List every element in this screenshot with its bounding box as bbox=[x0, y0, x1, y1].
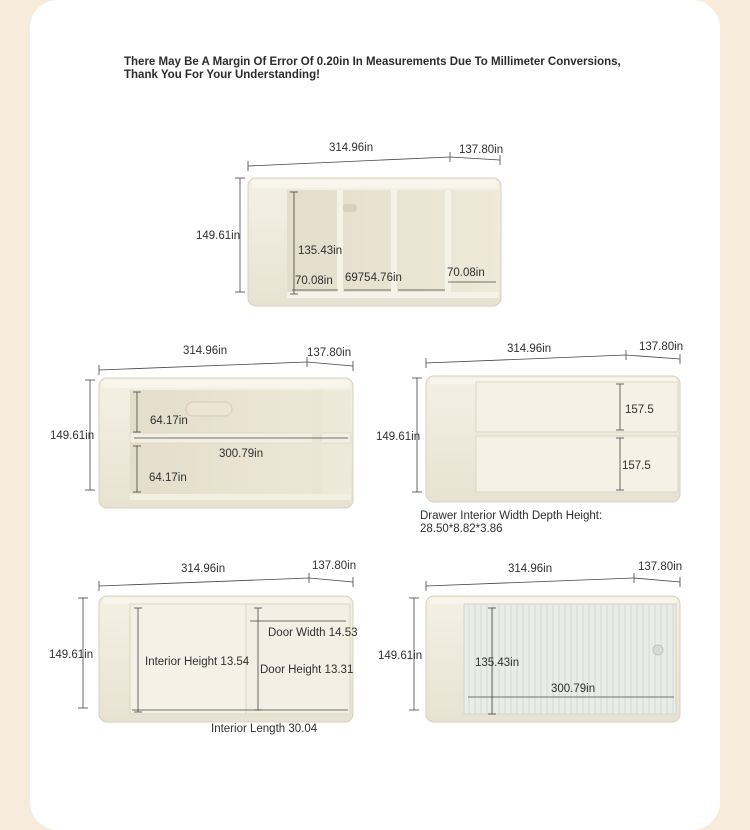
drawer-bottom-label: 157.5 bbox=[622, 460, 651, 472]
single-shelf-height-label: 149.61in bbox=[50, 430, 95, 442]
drawer-caption-line-2: 28.50*8.82*3.86 bbox=[420, 523, 503, 535]
note-line-1: There May Be A Margin Of Error Of 0.20in In Measurements Due To Millimeter Conversions, bbox=[124, 56, 621, 68]
open-shelf-bay-right-label: 70.08in bbox=[447, 267, 485, 279]
drawer-top-label: 157.5 bbox=[625, 404, 654, 416]
interior-height-label: Interior Height 13.54 bbox=[145, 656, 250, 668]
single-shelf-depth-label: 137.80in bbox=[307, 347, 352, 359]
glass-inner-length-label: 300.79in bbox=[551, 683, 596, 695]
single-shelf-length-label: 300.79in bbox=[219, 448, 264, 460]
single-shelf-lower-label: 64.17in bbox=[149, 472, 187, 484]
open-shelf-cabinet bbox=[248, 178, 501, 306]
note-line-2: Thank You For Your Understanding! bbox=[124, 69, 320, 81]
door-height-label: Door Height 13.31 bbox=[260, 664, 354, 676]
open-shelf-bay-left-label: 70.08in bbox=[295, 275, 333, 287]
single-shelf-width-label: 314.96in bbox=[183, 345, 228, 357]
drawer-depth-label: 137.80in bbox=[639, 341, 684, 353]
drawer-width-label: 314.96in bbox=[507, 343, 552, 355]
open-shelf-height-label: 149.61in bbox=[196, 230, 241, 242]
open-shelf-inner-height-label: 135.43in bbox=[298, 245, 343, 257]
sliding-height-label: 149.61in bbox=[49, 649, 94, 661]
sliding-depth-label: 137.80in bbox=[312, 560, 357, 572]
open-shelf-depth-label: 137.80in bbox=[459, 144, 504, 156]
open-shelf-bay-middle-label: 69754.76in bbox=[345, 272, 402, 284]
door-width-label: Door Width 14.53 bbox=[268, 627, 358, 639]
glass-inner-height-label: 135.43in bbox=[475, 657, 520, 669]
open-shelf-width-label: 314.96in bbox=[329, 142, 374, 154]
drawer-caption-line-1: Drawer Interior Width Depth Height: bbox=[420, 510, 603, 522]
drawer-cabinet bbox=[426, 376, 680, 502]
glass-door-cabinet bbox=[426, 596, 680, 722]
interior-length-label: Interior Length 30.04 bbox=[211, 723, 318, 735]
glass-depth-label: 137.80in bbox=[638, 561, 683, 573]
sliding-width-label: 314.96in bbox=[181, 563, 226, 575]
glass-width-label: 314.96in bbox=[508, 563, 553, 575]
glass-height-label: 149.61in bbox=[378, 650, 423, 662]
single-shelf-upper-label: 64.17in bbox=[150, 415, 188, 427]
drawer-height-label: 149.61in bbox=[376, 431, 421, 443]
drawer-interior-caption bbox=[420, 510, 602, 536]
